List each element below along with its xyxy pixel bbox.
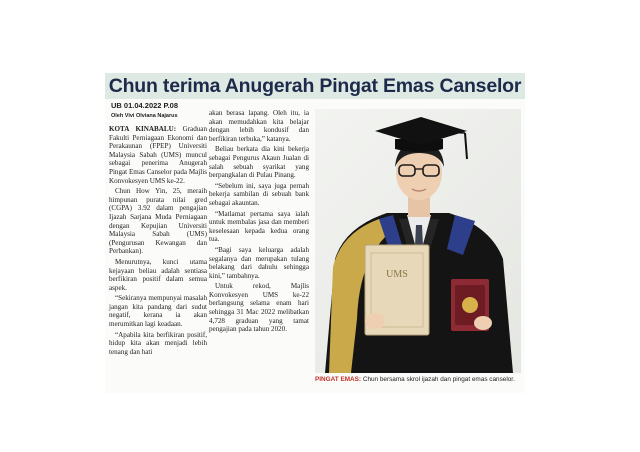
- paragraph-10: “Bagi saya keluarga adalah segalanya dan merupakan tulang belakang dari dahulu sehingga kini,” tambahnya.: [209, 245, 309, 280]
- paragraph-9: “Matlamat pertama saya ialah untuk membalas jasa dan memberi keselesaan kepada kedua orang tua.: [209, 209, 309, 244]
- scroll-label: UMS: [386, 269, 408, 280]
- byline: Oleh Vivi Olviana Najarus: [111, 113, 178, 119]
- graduate-illustration: [315, 109, 521, 373]
- lead-location: KOTA KINABALU:: [109, 125, 177, 133]
- graduate-photo: [315, 109, 521, 373]
- headline: Chun terima Anugerah Pingat Emas Canselor: [108, 75, 522, 97]
- newspaper-clipping: [105, 73, 525, 393]
- paragraph-1: KOTA KINABALU: Graduan Fakulti Perniagaan Ekonomi dan Perakaunan (FPEP) Universiti Malaysia Sabah (UMS) muncul sebagai penerima Anugerah Pingat Emas Canselor pada Majlis Konvokesyen UMS ke-22.: [109, 125, 207, 185]
- article-column-2: [209, 109, 309, 336]
- article-column-1: [109, 125, 207, 358]
- paragraph-6: akan berasa lapang. Oleh itu, ia akan memudahkan kita belajar dengan lebih kondusif dan berfikiran terbuka,” katanya.: [209, 109, 309, 143]
- paragraph-3: Menurutnya, kunci utama kejayaan beliau adalah sentiasa berfikiran positif dalam semua aspek.: [109, 257, 207, 292]
- paragraph-4: “Sekiranya mempunyai masalah jangan kita pandang dari sudut negatif, kerana ia akan merumitkan lagi keadaan.: [109, 294, 207, 329]
- dateline: UB 01.04.2022 P.08: [111, 101, 178, 110]
- caption-text: Chun bersama skrol ijazah dan pingat emas canselor.: [361, 376, 515, 383]
- paragraph-8: “Sebelum ini, saya juga pernah bekerja sambilan di sebuah bank sebagai akauntan.: [209, 181, 309, 207]
- paragraph-2: Chun How Yin, 25, meraih himpunan purata nilai gred (CGPA) 3.92 dalam pengajian Ijazah Sarjana Muda Perniagaan dengan Kepujian Universiti Malaysia Sabah (UMS) (Pengurusan Kewangan dan Perbankan).: [109, 187, 207, 256]
- paragraph-11: Untuk rekod, Majlis Konvokesyen UMS ke-22 berlangsung selama enam hari sehingga 31 Mac 2022 melibatkan 4,728 graduan yang tamat pengajian pada tahun 2020.: [209, 282, 309, 334]
- paragraph-5: “Apabila kita berfikiran positif, hidup kita akan menjadi lebih tenang dan hati: [109, 330, 207, 356]
- paragraph-7: Beliau berkata dia kini bekerja sebagai Pengurus Akaun Jualan di salah sebuah syarikat yang berpangkalan di Pulau Pinang.: [209, 145, 309, 180]
- caption-lead: PINGAT EMAS:: [315, 376, 362, 383]
- photo-caption: [315, 376, 521, 383]
